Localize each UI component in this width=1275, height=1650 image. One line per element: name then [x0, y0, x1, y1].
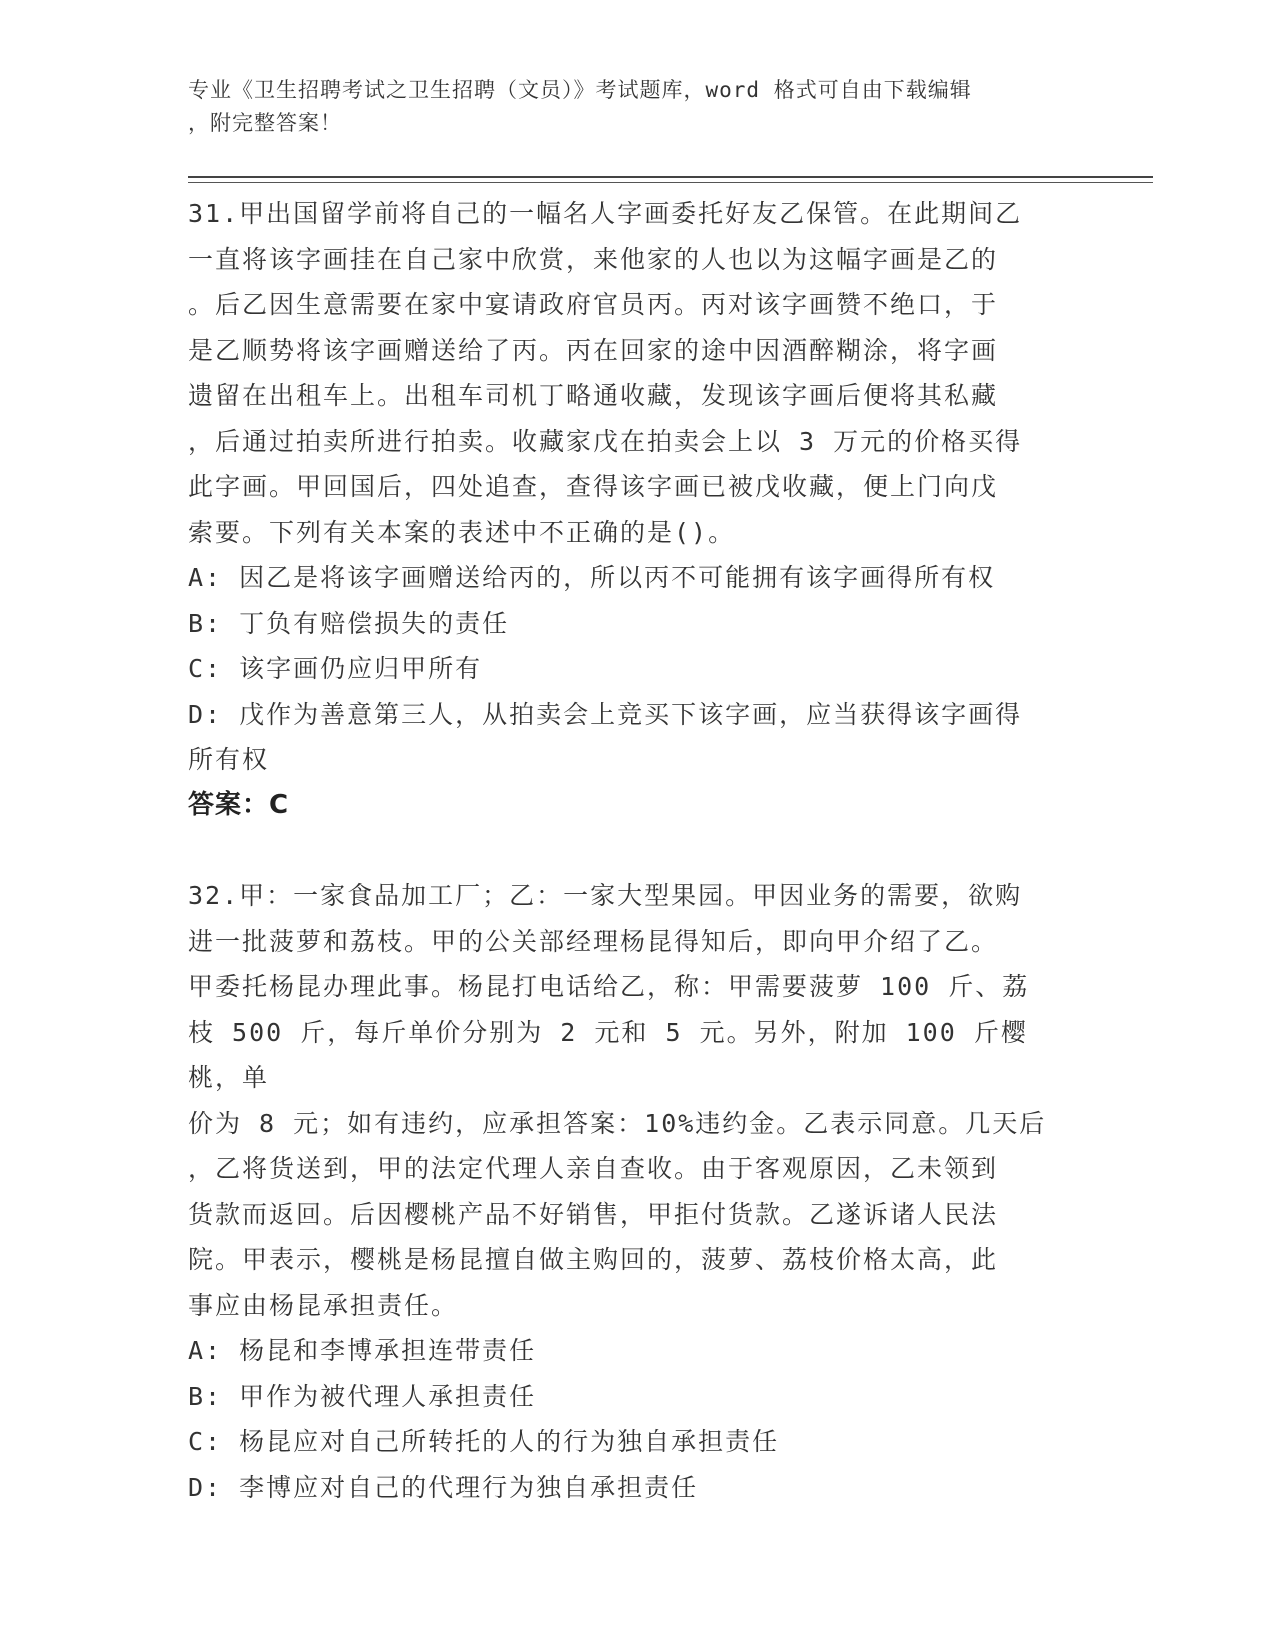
question-stem-line: 31.甲出国留学前将自己的一幅名人字画委托好友乙保管。在此期间乙	[188, 199, 1023, 228]
question-31	[188, 191, 1068, 828]
option-c: C: 该字画仍应归甲所有	[188, 654, 483, 683]
option-a: A: 杨昆和李博承担连带责任	[188, 1336, 537, 1365]
option-d: D: 李博应对自己的代理行为独自承担责任	[188, 1472, 699, 1502]
question-stem-line: ，后通过拍卖所进行拍卖。收藏家戊在拍卖会上以 3 万元的价格买得	[188, 426, 1023, 456]
option-b: B: 甲作为被代理人承担责任	[188, 1381, 537, 1411]
question-stem-line: 枝 500 斤，每斤单价分别为 2 元和 5 元。另外，附加 100 斤樱桃，单	[188, 1017, 1028, 1092]
question-stem-line: 甲委托杨昆办理此事。杨昆打电话给乙，称：甲需要菠萝 100 斤、荔	[188, 972, 1030, 1001]
answer-label: 答案：C	[188, 789, 290, 820]
question-stem-line: 事应由杨昆承担责任。	[188, 1290, 459, 1320]
option-d: D: 戊作为善意第三人，从拍卖会上竞买下该字画，应当获得该字画得	[188, 699, 1023, 729]
question-stem-line: 货款而返回。后因樱桃产品不好销售，甲拒付货款。乙遂诉诸人民法	[188, 1199, 999, 1229]
question-stem-line: ，乙将货送到，甲的法定代理人亲自查收。由于客观原因，乙未领到	[188, 1154, 999, 1183]
question-stem-line: 遗留在出租车上。出租车司机丁略通收藏，发现该字画后便将其私藏	[188, 381, 999, 410]
option-c: C: 杨昆应对自己所转托的人的行为独自承担责任	[188, 1427, 780, 1456]
question-stem-line: 索要。下列有关本案的表述中不正确的是()。	[188, 517, 736, 547]
question-stem-line: 一直将该字画挂在自己家中欣赏，来他家的人也以为这幅字画是乙的	[188, 244, 999, 274]
question-stem-line: 价为 8 元；如有违约，应承担答案：10%违约金。乙表示同意。几天后	[188, 1108, 1047, 1138]
header-divider-thick	[188, 176, 1153, 178]
option-d-continued: 所有权	[188, 745, 270, 774]
header-divider-thin	[188, 182, 1153, 183]
question-stem-line: 32.甲：一家食品加工厂；乙：一家大型果园。甲因业务的需要，欲购	[188, 881, 1023, 910]
header-line-2: ，附完整答案！	[188, 111, 342, 135]
option-a: A: 因乙是将该字画赠送给丙的，所以丙不可能拥有该字画得所有权	[188, 563, 996, 592]
question-stem-line: 。后乙因生意需要在家中宴请政府官员丙。丙对该字画赞不绝口，于	[188, 290, 999, 319]
page-header	[188, 74, 1068, 140]
header-line-1: 专业《卫生招聘考试之卫生招聘（文员）》考试题库，word 格式可自由下载编辑	[188, 78, 972, 102]
question-stem-line: 进一批菠萝和荔枝。甲的公关部经理杨昆得知后，即向甲介绍了乙。	[188, 926, 999, 956]
question-stem-line: 此字画。甲回国后，四处追查，查得该字画已被戊收藏，便上门向戊	[188, 472, 999, 501]
option-b: B: 丁负有赔偿损失的责任	[188, 608, 510, 638]
question-stem-line: 院。甲表示，樱桃是杨昆擅自做主购回的，菠萝、荔枝价格太高，此	[188, 1245, 999, 1274]
question-stem-line: 是乙顺势将该字画赠送给了丙。丙在回家的途中因酒醉糊涂，将字画	[188, 335, 999, 365]
question-32	[188, 873, 1068, 1510]
